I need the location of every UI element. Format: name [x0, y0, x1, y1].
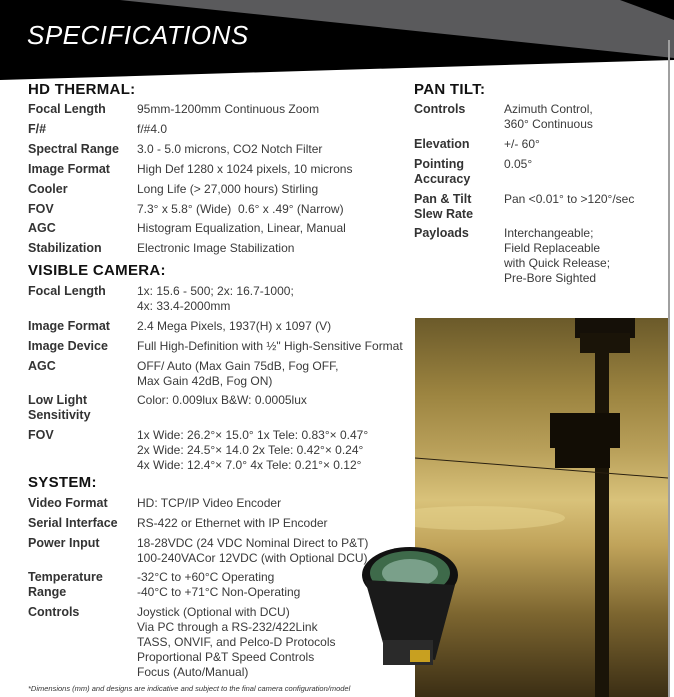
spec-label: Pan & Tilt Slew Rate	[414, 192, 474, 221]
spec-value: Long Life (> 27,000 hours) Stirling	[137, 182, 319, 196]
spec-value: 7.3° x 5.8° (Wide) 0.6° x .49° (Narrow)	[137, 202, 344, 216]
footnote: *Dimensions (mm) and designs are indicative and subject to the final camera configuration/model	[28, 684, 351, 693]
spec-label: FOV	[28, 202, 54, 216]
spec-value: 1x: 15.6 - 500; 2x: 16.7-1000; 4x: 33.4-2000mm	[137, 284, 294, 313]
spec-label: Serial Interface	[28, 516, 118, 530]
spec-value: 0.05°	[504, 157, 533, 171]
spec-value: 2.4 Mega Pixels, 1937(H) x 1097 (V)	[137, 319, 332, 333]
spec-value: 95mm-1200mm Continuous Zoom	[137, 102, 320, 116]
spec-label: AGC	[28, 221, 56, 235]
spec-label: Image Device	[28, 339, 108, 353]
spec-label: Controls	[28, 605, 80, 619]
hd-thermal-heading: HD THERMAL:	[28, 81, 136, 98]
spec-value: OFF/ Auto (Max Gain 75dB, Fog OFF, Max Gain 42dB, Fog ON)	[137, 359, 339, 388]
spec-value: Electronic Image Stabilization	[137, 241, 295, 255]
spec-value: -32°C to +60°C Operating -40°C to +71°C Non-Operating	[137, 570, 301, 599]
spec-label: Power Input	[28, 536, 100, 550]
spec-label: Stabilization	[28, 241, 102, 255]
spec-value: Azimuth Control, 360° Continuous	[504, 102, 593, 131]
spec-label: Pointing Accuracy	[414, 157, 471, 186]
spec-value: 1x Wide: 26.2°× 15.0° 1x Tele: 0.83°× 0.47° 2x Wide: 24.5°× 14.0 2x Tele: 0.42°× 0.24° 4x Wide: 12.4°× 7.0° 4x Tele: 0.21°× 0.12°	[137, 428, 369, 472]
spec-value: +/- 60°	[504, 137, 540, 151]
spec-value: RS-422 or Ethernet with IP Encoder	[137, 516, 328, 530]
system-heading: SYSTEM:	[28, 474, 97, 491]
spec-value: Full High-Definition with ½" High-Sensitive Format	[137, 339, 403, 353]
spec-label: AGC	[28, 359, 56, 373]
spec-value: 3.0 - 5.0 microns, CO2 Notch Filter	[137, 142, 323, 156]
spec-label: Focal Length	[28, 102, 106, 116]
spec-label: Video Format	[28, 496, 108, 510]
spec-label: Temperature Range	[28, 570, 103, 599]
pan-tilt-heading: PAN TILT:	[414, 81, 486, 98]
spec-value: Joystick (Optional with DCU) Via PC through a RS-232/422Link TASS, ONVIF, and Pelco-D Protocols Proportional P&T Speed Controls Focus (Auto/Manual)	[137, 605, 336, 679]
spec-label: Payloads	[414, 226, 469, 240]
spec-value: High Def 1280 x 1024 pixels, 10 microns	[137, 162, 353, 176]
spec-value: Interchangeable; Field Replaceable with Quick Release; Pre-Bore Sighted	[504, 226, 611, 285]
spec-value: HD: TCP/IP Video Encoder	[137, 496, 282, 510]
spec-label: F/#	[28, 122, 47, 136]
spec-label: Controls	[414, 102, 466, 116]
spec-label: Low Light Sensitivity	[28, 393, 91, 422]
spec-label: Spectral Range	[28, 142, 120, 156]
spec-value: Pan <0.01° to >120°/sec	[504, 192, 635, 206]
page-title: SPECIFICATIONS	[27, 20, 249, 50]
spec-label: Image Format	[28, 162, 110, 176]
spec-value: 18-28VDC (24 VDC Nominal Direct to P&T) 100-240VACor 12VDC (with Optional DCU)	[137, 536, 369, 565]
spec-label: FOV	[28, 428, 54, 442]
page-edge-divider	[668, 40, 670, 697]
spec-label: Elevation	[414, 137, 470, 151]
spec-value: Color: 0.009lux B&W: 0.0005lux	[137, 393, 307, 407]
visible-camera-heading: VISIBLE CAMERA:	[28, 262, 166, 279]
spec-value: Histogram Equalization, Linear, Manual	[137, 221, 346, 235]
spec-label: Cooler	[28, 182, 68, 196]
spec-label: Focal Length	[28, 284, 106, 298]
spec-label: Image Format	[28, 319, 110, 333]
spec-value: f/#4.0	[137, 122, 168, 136]
thermal-lens-image	[355, 540, 475, 675]
